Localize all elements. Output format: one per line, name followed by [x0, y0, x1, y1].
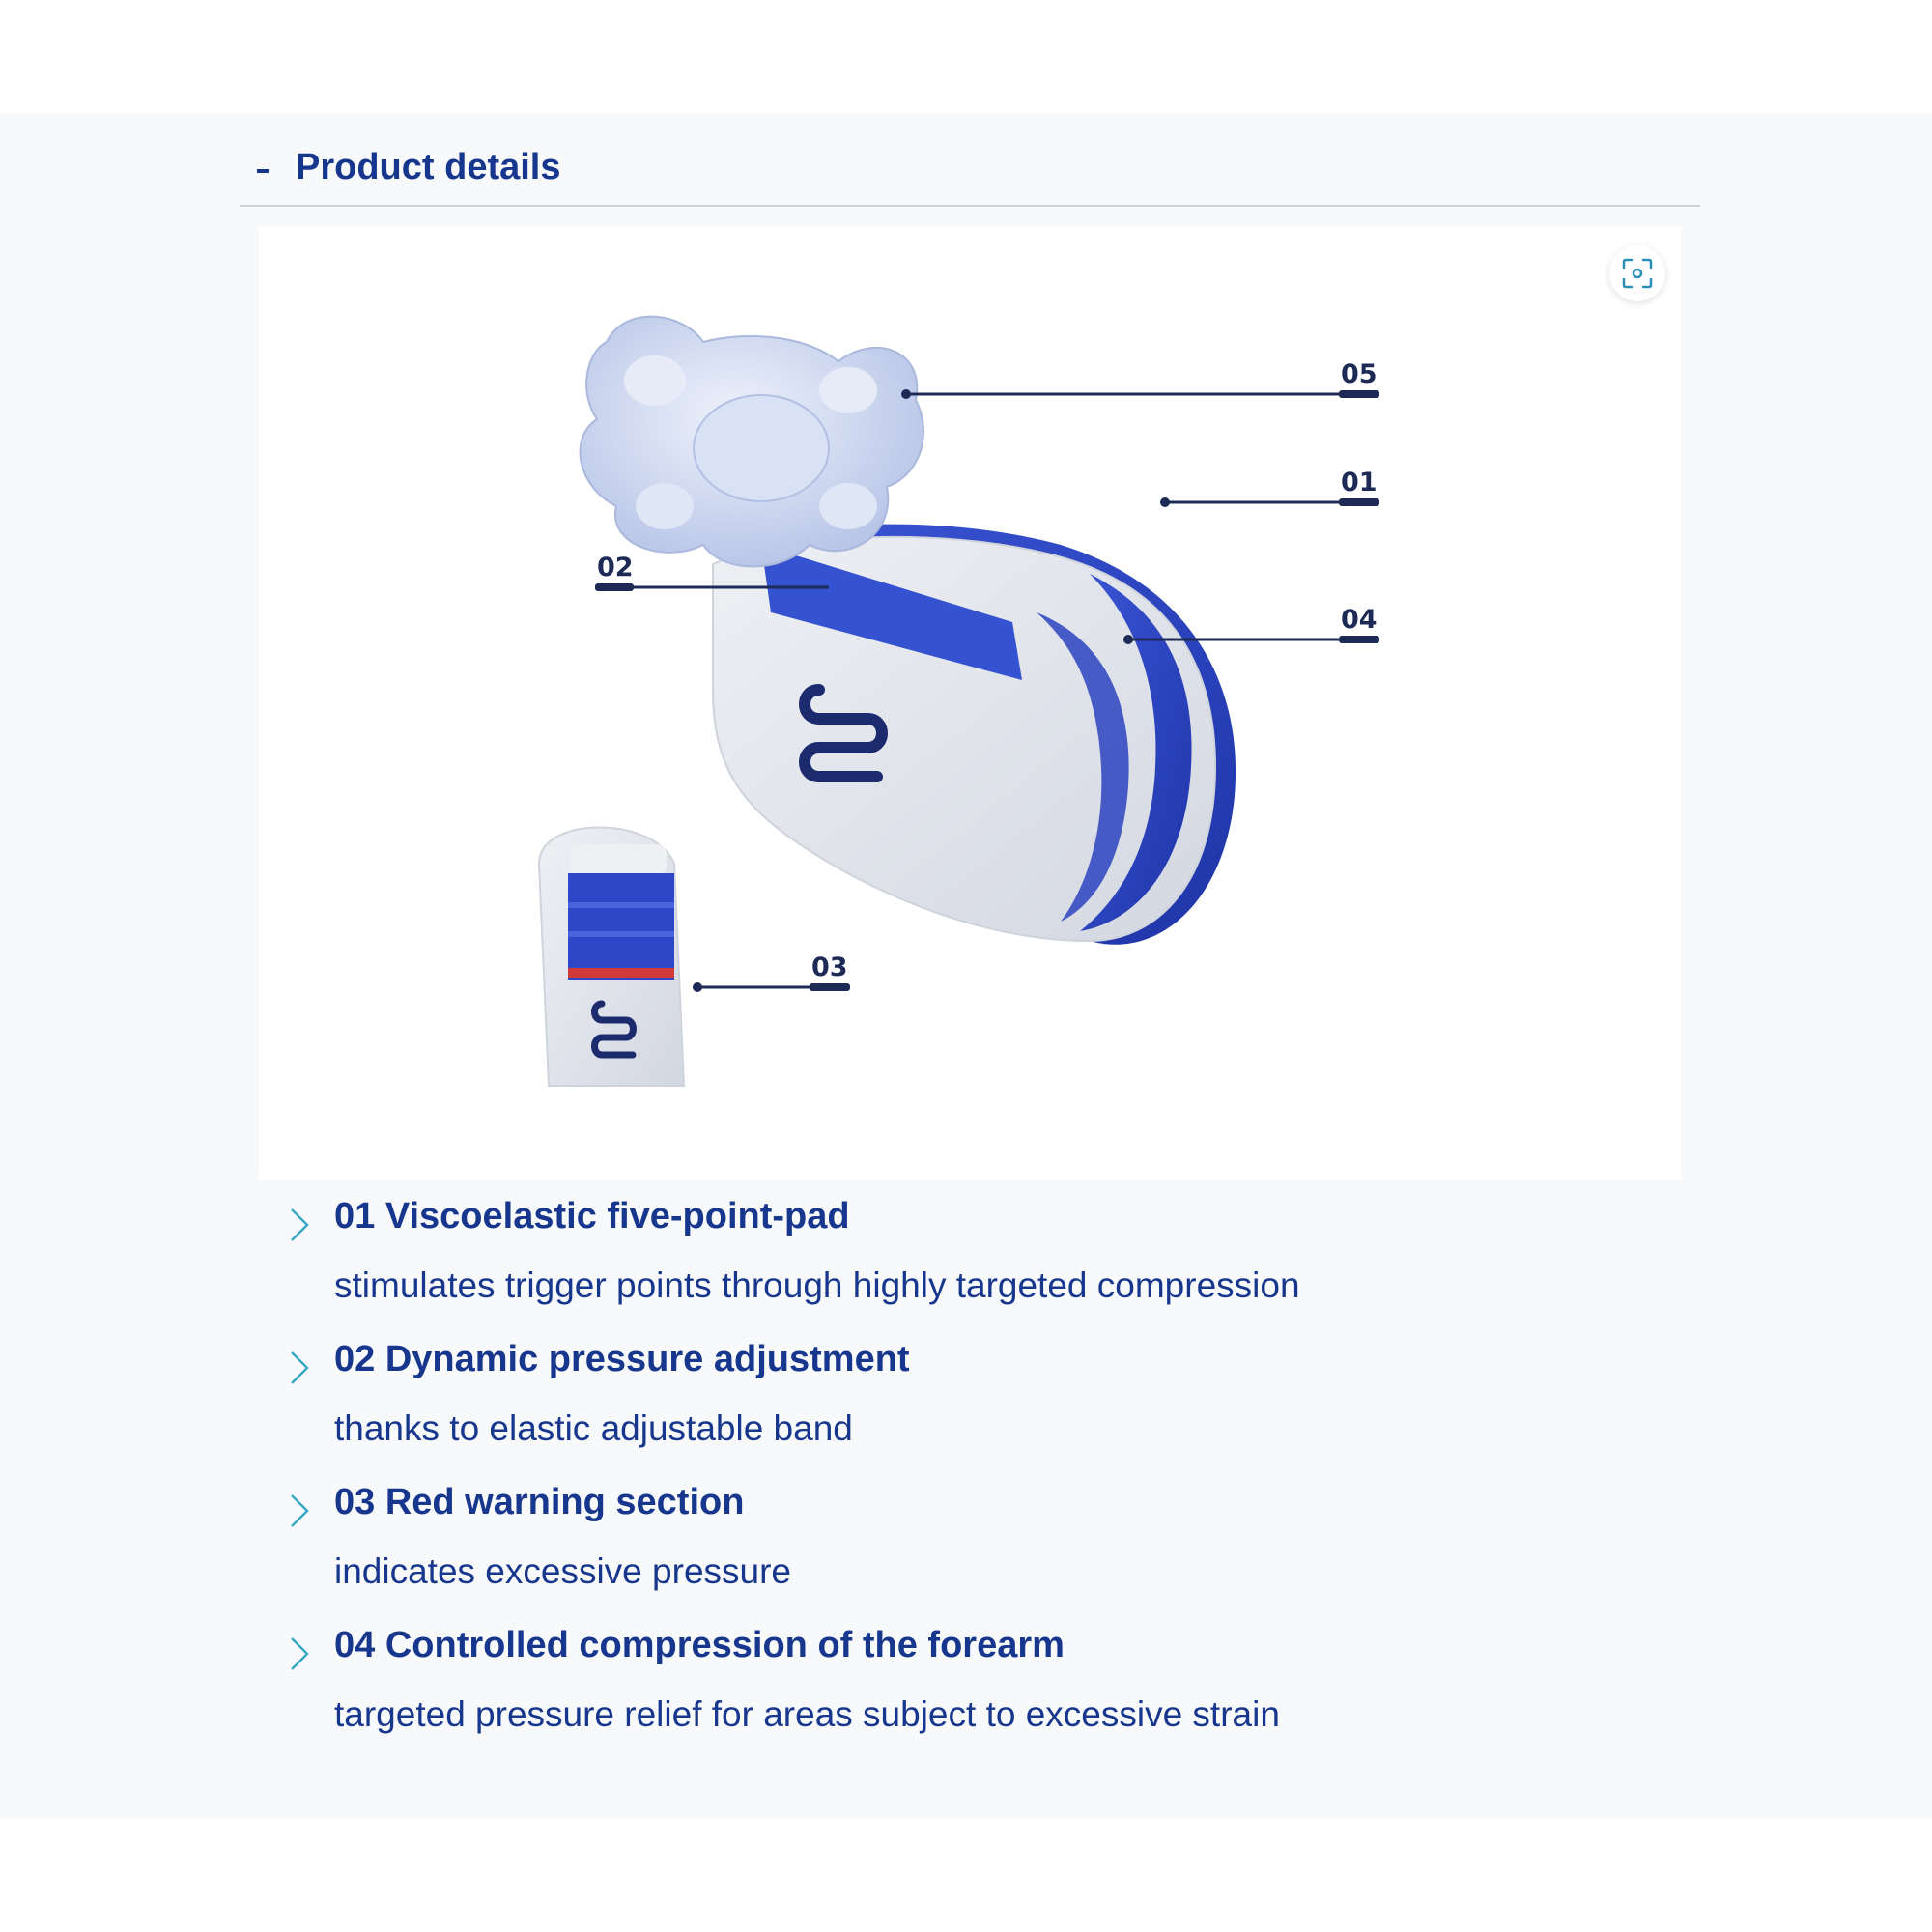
section-title: Product details [296, 147, 561, 187]
product-image-card [259, 226, 1681, 1180]
product-details-accordion-header[interactable] [240, 135, 1700, 207]
feature-title: 03 Red warning section [334, 1482, 745, 1522]
chevron-right-icon [288, 1634, 311, 1673]
feature-title: 04 Controlled compression of the forearm [334, 1625, 1065, 1665]
zoom-button[interactable] [1609, 245, 1665, 301]
five-point-pad-illustration [581, 317, 923, 567]
feature-description: indicates excessive pressure [334, 1551, 791, 1591]
feature-description: stimulates trigger points through highly targeted compression [334, 1265, 1300, 1305]
warning-section-illustration [539, 828, 684, 1087]
feature-title: 01 Viscoelastic five-point-pad [334, 1196, 850, 1236]
feature-title: 02 Dynamic pressure adjustment [334, 1339, 910, 1379]
callout-label-05: 05 [1341, 359, 1378, 389]
chevron-right-icon [288, 1206, 311, 1244]
callout-label-02: 02 [597, 553, 634, 582]
feature-description: thanks to elastic adjustable band [334, 1408, 853, 1448]
callout-03 [693, 952, 850, 992]
zoom-focus-icon [1621, 257, 1654, 290]
chevron-right-icon [288, 1349, 311, 1387]
callout-05 [901, 359, 1379, 399]
collapse-minus-icon[interactable] [257, 160, 269, 182]
callout-label-04: 04 [1341, 605, 1378, 635]
product-illustration [259, 226, 1681, 1180]
feature-description: targeted pressure relief for areas subject to excessive strain [334, 1694, 1280, 1734]
callout-01 [1160, 468, 1379, 507]
callout-label-01: 01 [1341, 468, 1378, 497]
callout-label-03: 03 [811, 952, 848, 982]
chevron-right-icon [288, 1492, 311, 1530]
